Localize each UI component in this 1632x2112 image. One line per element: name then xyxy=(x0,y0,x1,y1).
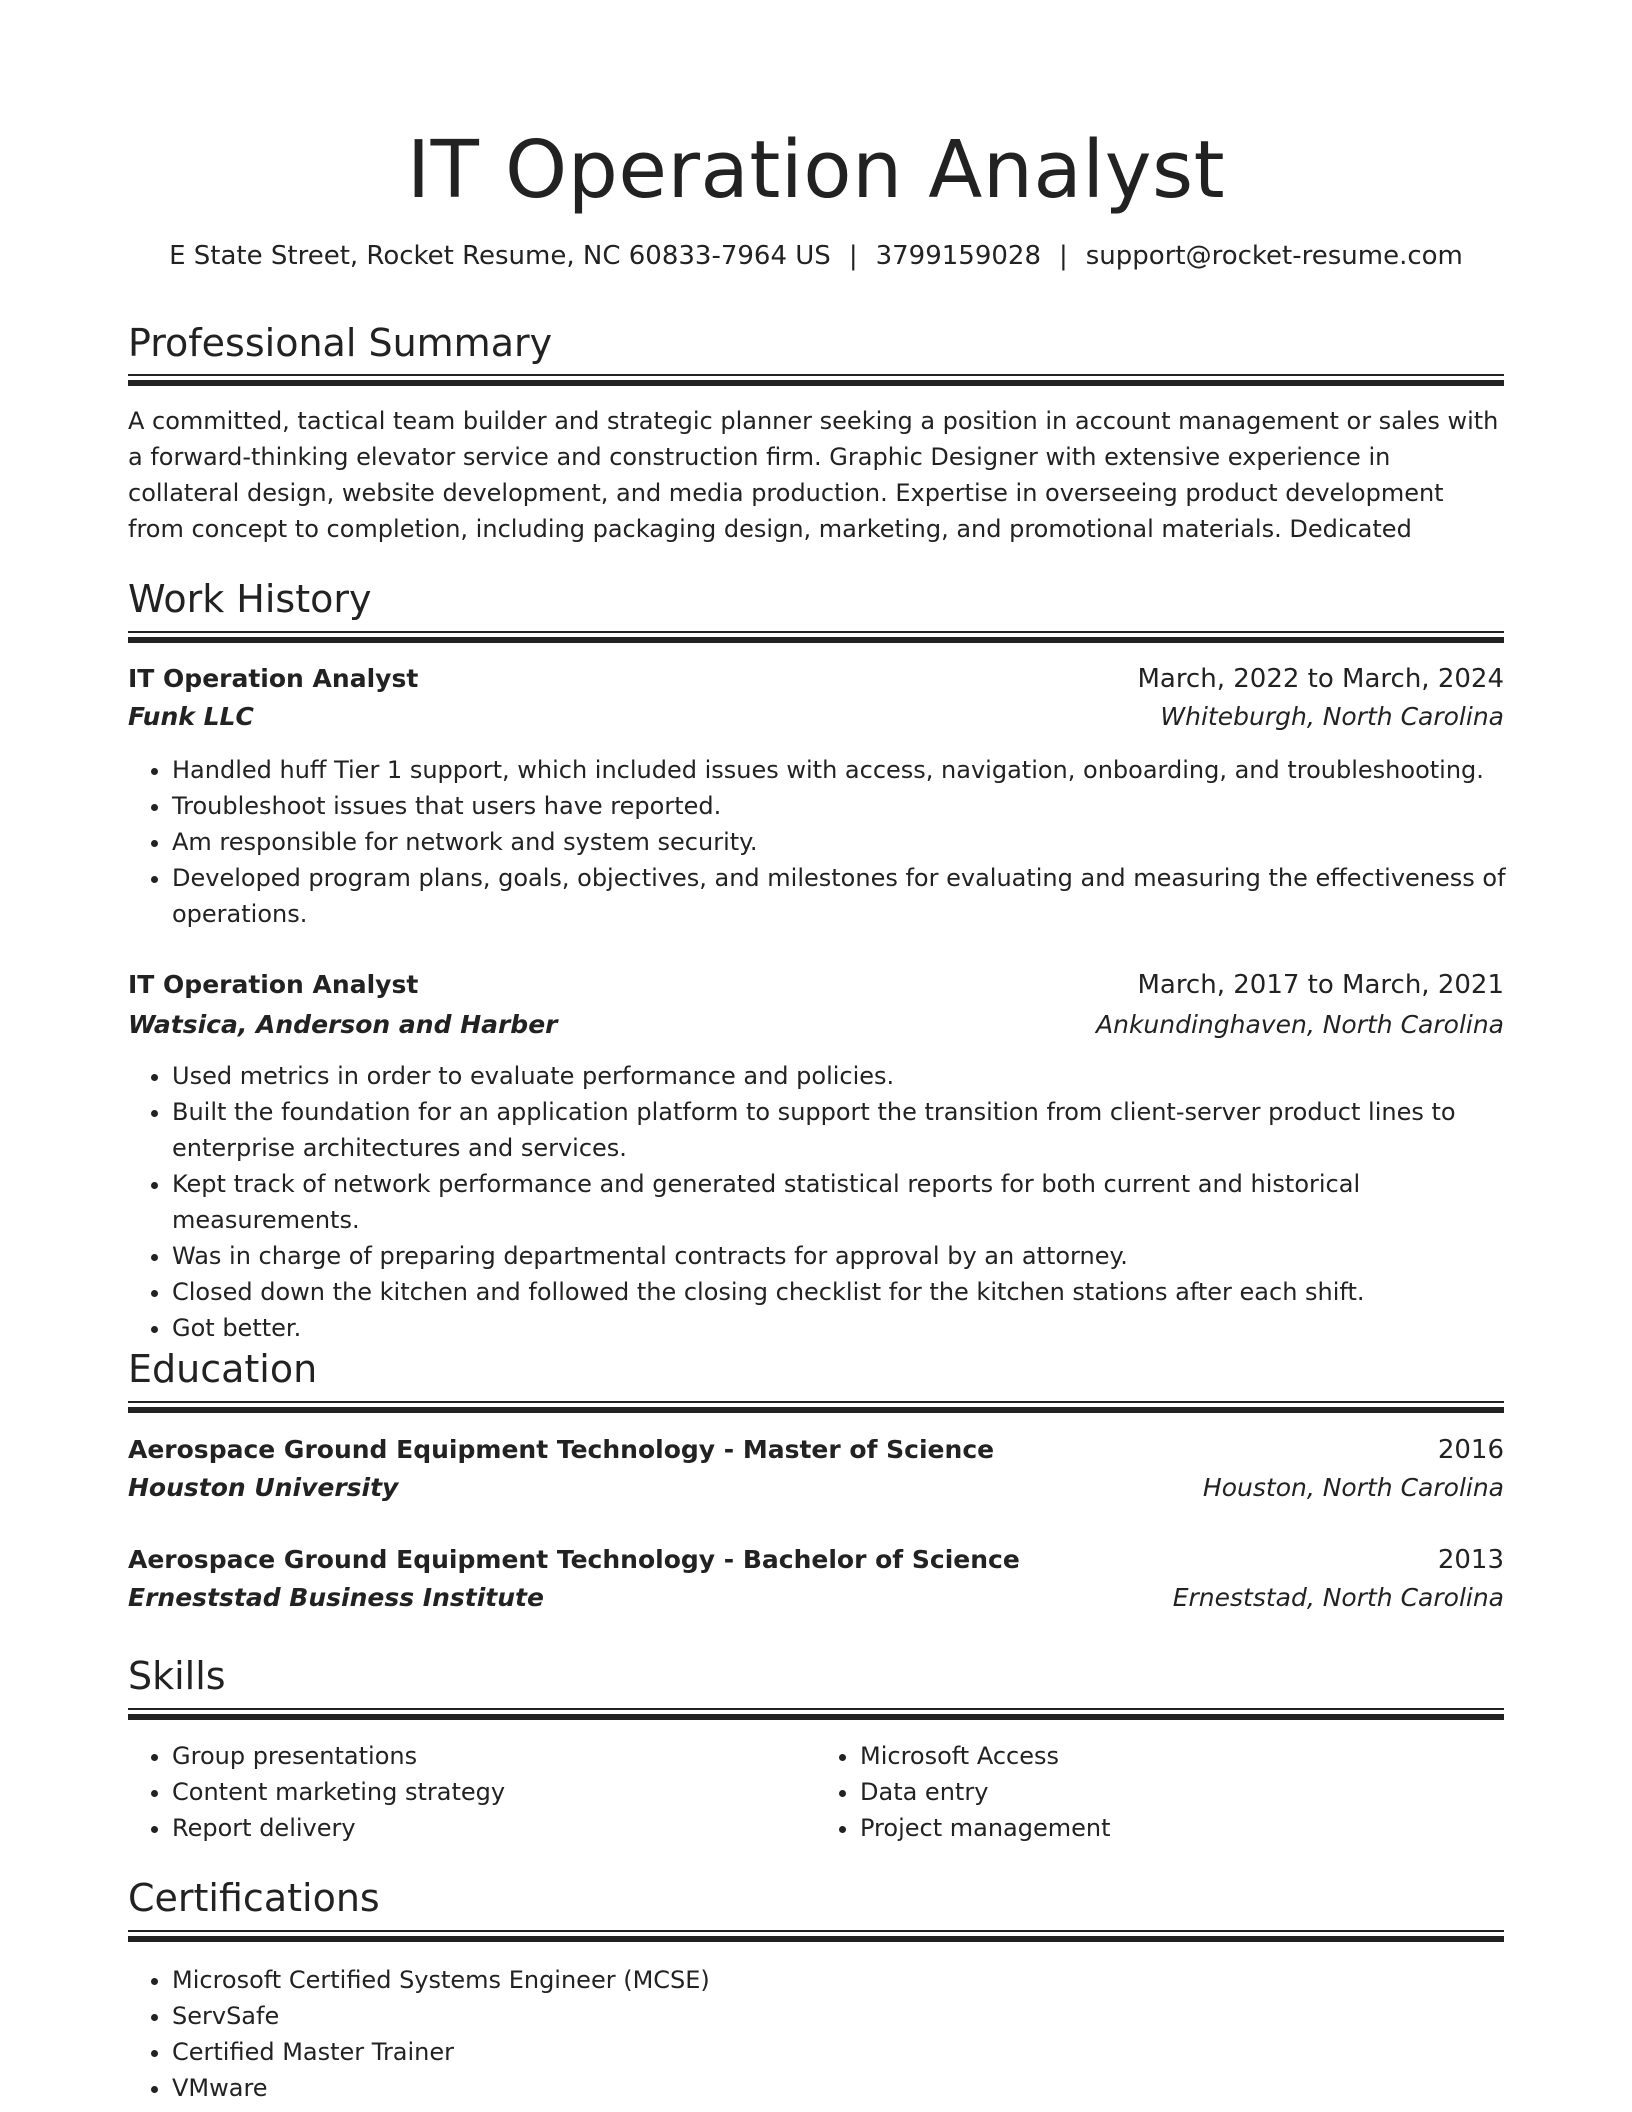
job-subheader xyxy=(128,698,1504,736)
list-item: • Kept track of network performance and generated statistical reports for both current and historical measurements. xyxy=(172,1166,1548,1238)
list-item: • Built the foundation for an application platform to support the transition from client-server product lines to enterprise architectures and services. xyxy=(172,1094,1548,1166)
list-item: • Got better. xyxy=(172,1310,1548,1346)
list-item: • Certified Master Trainer xyxy=(172,2034,1548,2070)
skills-list-left xyxy=(128,1738,816,1846)
job-subheader xyxy=(128,1006,1504,1044)
job-bullets xyxy=(128,1058,1548,1346)
section-rule xyxy=(128,374,1504,386)
section-title-summary: Professional Summary xyxy=(128,321,553,365)
section-title-work: Work History xyxy=(128,577,372,621)
job-location: Ankundinghaven, North Carolina xyxy=(1096,1010,1504,1039)
contact-email: support@rocket-resume.com xyxy=(1085,241,1463,271)
education-degree: Aerospace Ground Equipment Technology - Master of Science xyxy=(128,1435,995,1464)
contact-line xyxy=(128,238,1504,274)
section-rule xyxy=(128,1708,1504,1720)
contact-separator: | xyxy=(1059,241,1068,271)
candidate-name: IT Operation Analyst xyxy=(406,124,1226,216)
job-header xyxy=(128,660,1504,698)
education-school: Erneststad Business Institute xyxy=(128,1583,544,1612)
education-location: Erneststad, North Carolina xyxy=(1172,1583,1504,1612)
list-item: • Was in charge of preparing departmental contracts for approval by an attorney. xyxy=(172,1238,1548,1274)
list-item: • Microsoft Certified Systems Engineer (MCSE) xyxy=(172,1962,1548,1998)
list-item: • Am responsible for network and system security. xyxy=(172,824,1548,860)
education-location: Houston, North Carolina xyxy=(1202,1473,1504,1502)
skills-list-right xyxy=(816,1738,1504,1846)
list-item: • ServSafe xyxy=(172,1998,1548,2034)
job-bullets xyxy=(128,752,1548,932)
section-rule xyxy=(128,1930,1504,1942)
list-item: • Report delivery xyxy=(172,1810,816,1846)
contact-address: E State Street, Rocket Resume, NC 60833-7964 US xyxy=(169,241,831,271)
education-year: 2016 xyxy=(1437,1435,1504,1465)
list-item: • VMware xyxy=(172,2070,1548,2106)
list-item: • Project management xyxy=(860,1810,1504,1846)
contact-phone: 3799159028 xyxy=(875,241,1041,271)
section-title-certifications: Certifications xyxy=(128,1876,380,1920)
section-rule xyxy=(128,631,1504,643)
certifications-list xyxy=(128,1962,1548,2106)
education-subheader xyxy=(128,1579,1504,1617)
education-header xyxy=(128,1541,1504,1579)
education-school: Houston University xyxy=(128,1473,399,1502)
list-item: • Content marketing strategy xyxy=(172,1774,816,1810)
education-year: 2013 xyxy=(1437,1545,1504,1575)
list-item: • Developed program plans, goals, objectives, and milestones for evaluating and measuring the effectiveness of operations. xyxy=(172,860,1548,932)
section-rule xyxy=(128,1401,1504,1413)
job-role: IT Operation Analyst xyxy=(128,970,419,999)
list-item: • Troubleshoot issues that users have reported. xyxy=(172,788,1548,824)
job-header xyxy=(128,966,1504,1004)
list-item: • Closed down the kitchen and followed the closing checklist for the kitchen stations after each shift. xyxy=(172,1274,1548,1310)
contact-separator: | xyxy=(848,241,858,271)
education-header xyxy=(128,1431,1504,1469)
list-item: • Microsoft Access xyxy=(860,1738,1504,1774)
list-item: • Used metrics in order to evaluate performance and policies. xyxy=(172,1058,1548,1094)
job-dates: March, 2022 to March, 2024 xyxy=(1137,664,1504,694)
section-title-education: Education xyxy=(128,1347,318,1391)
job-company: Watsica, Anderson and Harber xyxy=(128,1010,558,1039)
list-item: • Data entry xyxy=(860,1774,1504,1810)
job-location: Whiteburgh, North Carolina xyxy=(1160,702,1504,731)
education-subheader xyxy=(128,1469,1504,1507)
job-dates: March, 2017 to March, 2021 xyxy=(1137,970,1504,1000)
job-company: Funk LLC xyxy=(128,702,254,731)
summary-text: A committed, tactical team builder and strategic planner seeking a position in account management or sales with a forward-thinking elevator service and construction firm. Graphic Designer with extensive experience in collateral design, website development, and media production. Expertise in overseeing product development from concept to completion, including packaging design, marketing, and promotional materials. Dedicated xyxy=(128,407,1499,543)
education-degree: Aerospace Ground Equipment Technology - Bachelor of Science xyxy=(128,1545,1020,1574)
skills-columns xyxy=(128,1738,1504,1846)
job-role: IT Operation Analyst xyxy=(128,664,419,693)
list-item: • Group presentations xyxy=(172,1738,816,1774)
list-item: • Handled huff Tier 1 support, which included issues with access, navigation, onboarding, and troubleshooting. xyxy=(172,752,1548,788)
section-title-skills: Skills xyxy=(128,1654,226,1698)
